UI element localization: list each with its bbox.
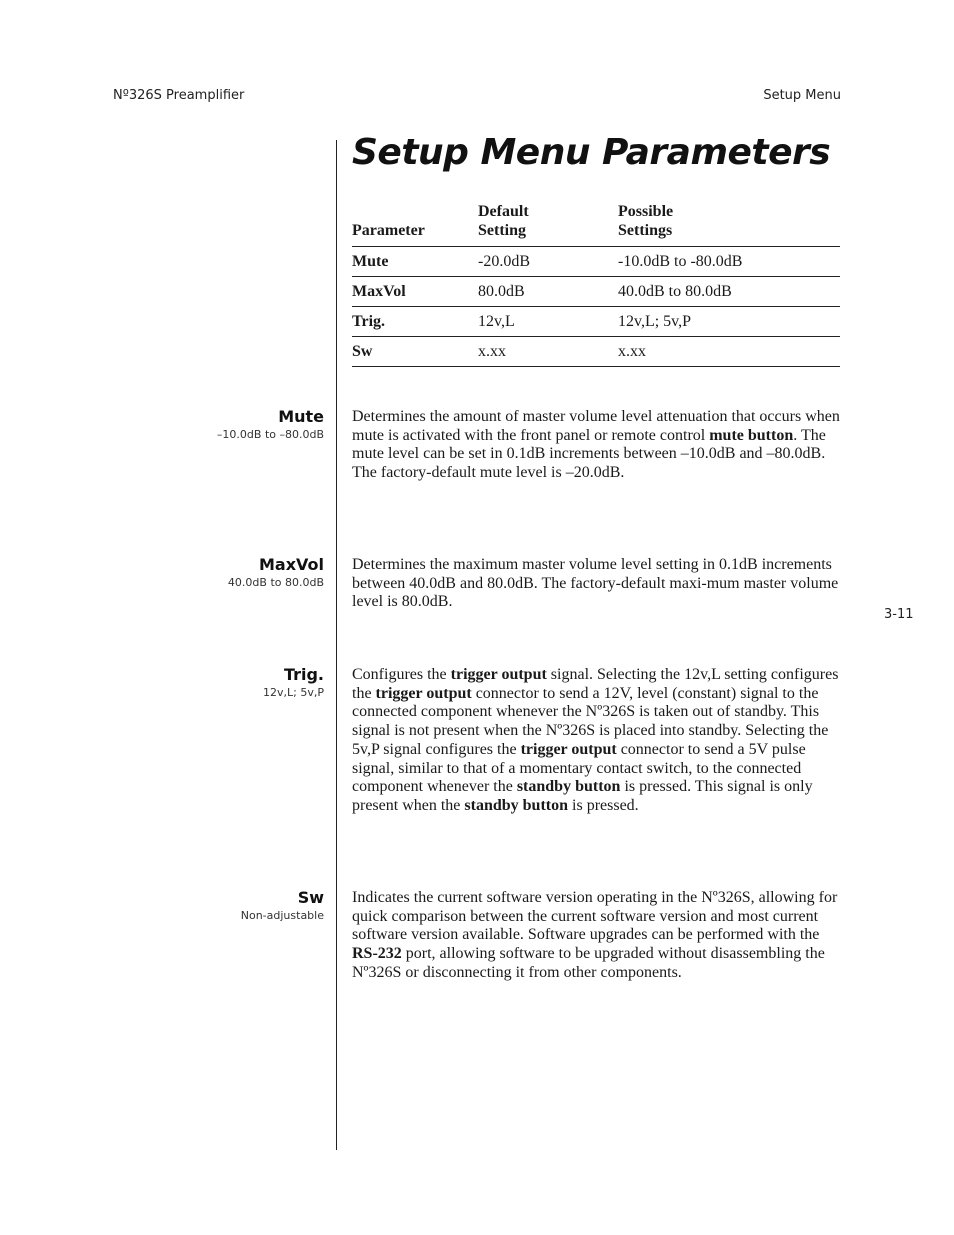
section-range-sw: Non-adjustable — [240, 909, 324, 922]
table-row — [352, 307, 840, 337]
section-body-trig: Configures the trigger output signal. Selecting the 12v,L setting configures the trigger output connector to send a 12V, level (constant) signal to the connected component whenever the Nº326S is taken out of standby. This signal is not present when the Nº326S is placed into standby. Selecting the 5v,P signal configures the trigger output connector to send a 5V pulse signal, similar to that of a momentary contact switch, to the connected component whenever the standby button is pressed. This signal is only present when the standby button is pressed. — [352, 666, 839, 814]
table-cell-possible: -10.0dB to -80.0dB — [618, 247, 840, 277]
table-row — [352, 247, 840, 277]
table-cell-parameter: MaxVol — [352, 277, 478, 307]
sidebar-heading-trig — [263, 665, 324, 701]
table-cell-default: 12v,L — [478, 307, 618, 337]
table-row — [352, 277, 840, 307]
running-header-right: Setup Menu — [763, 88, 841, 103]
table-cell-default: -20.0dB — [478, 247, 618, 277]
column-header-possible: Possible Settings — [618, 203, 674, 239]
section-title-mute: Mute — [278, 407, 324, 426]
section-body-maxvol: Determines the maximum master volume level setting in 0.1dB increments between 40.0dB and 80.0dB. The factory-default maxi-mum master volume level is 80.0dB. — [352, 556, 839, 611]
table-row — [352, 337, 840, 367]
section-title-trig: Trig. — [283, 665, 324, 684]
table-cell-default: x.xx — [478, 337, 618, 367]
section-range-trig: 12v,L; 5v,P — [263, 686, 324, 699]
table-cell-parameter: Sw — [352, 337, 478, 367]
section-title-sw: Sw — [297, 888, 324, 907]
table-cell-possible: x.xx — [618, 337, 840, 367]
table-cell-default: 80.0dB — [478, 277, 618, 307]
section-title-maxvol: MaxVol — [258, 555, 324, 574]
table-header-row — [352, 202, 840, 247]
section-range-maxvol: 40.0dB to 80.0dB — [227, 576, 324, 589]
parameter-table — [352, 202, 840, 367]
table-cell-parameter: Mute — [352, 247, 478, 277]
sidebar-heading-sw — [241, 888, 324, 924]
column-header-default: Default Setting — [478, 203, 529, 239]
sidebar-heading-maxvol — [228, 555, 324, 591]
table-cell-possible: 12v,L; 5v,P — [618, 307, 840, 337]
column-header-parameter: Parameter — [352, 222, 425, 239]
table-cell-possible: 40.0dB to 80.0dB — [618, 277, 840, 307]
section-range-mute: –10.0dB to –80.0dB — [216, 428, 324, 441]
section-body-mute: Determines the amount of master volume level attenuation that occurs when mute is activated with the front panel or remote control mute button. The mute level can be set in 0.1dB increments between –10.0dB and –80.0dB. The factory-default mute level is –20.0dB. — [352, 408, 840, 482]
vertical-divider — [336, 140, 337, 1150]
table-cell-parameter: Trig. — [352, 307, 478, 337]
sidebar-heading-mute — [217, 407, 324, 443]
section-body-sw: Indicates the current software version operating in the Nº326S, allowing for quick comparison between the current software version and most current software version available. Software upgrades can be performed with the RS-232 port, allowing software to be upgraded without disassembling the Nº326S or disconnecting it from other components. — [352, 889, 838, 981]
running-header-left: Nº326S Preamplifier — [113, 88, 245, 103]
page-title: Setup Menu Parameters — [352, 132, 831, 173]
page-number: 3-11 — [884, 607, 914, 622]
